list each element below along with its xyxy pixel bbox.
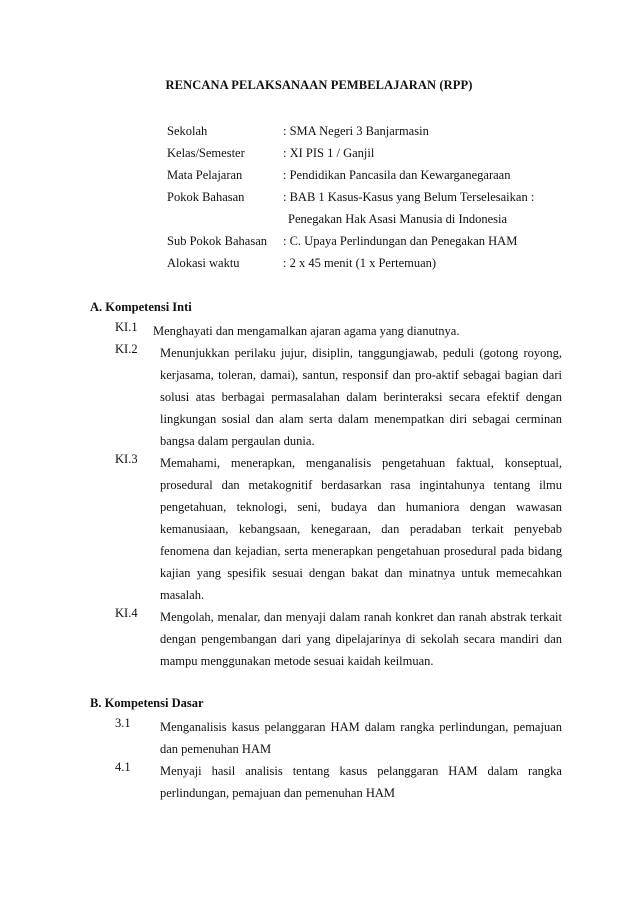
identity-value: : 2 x 45 menit (1 x Pertemuan) [283, 256, 437, 270]
item-number: KI.4 [115, 606, 138, 620]
identity-label: Pokok Bahasan [167, 190, 245, 204]
item-number: 4.1 [115, 760, 131, 774]
identity-value: : BAB 1 Kasus-Kasus yang Belum Terselesaikan : [283, 190, 535, 204]
item-number: KI.3 [115, 452, 138, 466]
item-number: 3.1 [115, 716, 131, 730]
identity-label: Kelas/Semester [167, 146, 245, 160]
identity-label: Alokasi waktu [167, 256, 240, 270]
item-text: Menyaji hasil analisis tentang kasus pelanggaran HAM dalam rangka perlindungan, pemajuan dan pemenuhan HAM [160, 764, 562, 800]
identity-row-subtopic [167, 230, 577, 252]
identity-row-topic [167, 186, 577, 208]
identity-label: Mata Pelajaran [167, 168, 243, 182]
item-text: Menunjukkan perilaku jujur, disiplin, tanggungjawab, peduli (gotong royong, kerjasama, toleran, damai), santun, responsif dan pro-aktif sebagai bagian dari solusi atas berbagai permasalahan dalam berinteraksi secara efektif dengan lingkungan sosial dan alam serta dalam menempatkan diri sebagai cerminan bangsa dalam pergaulan dunia. [160, 346, 562, 448]
identity-label: Sekolah [167, 124, 208, 138]
identity-row-topic-continued [167, 208, 577, 230]
item-number: KI.2 [115, 342, 138, 356]
identity-row-subject [167, 164, 577, 186]
section-title-kompetensi-dasar: B. Kompetensi Dasar [90, 696, 204, 710]
identity-row-class [167, 142, 577, 164]
item-text: Menghayati dan mengamalkan ajaran agama yang dianutnya. [153, 324, 460, 338]
item-text: Mengolah, menalar, dan menyaji dalam ranah konkret dan ranah abstrak terkait dengan pengembangan dari yang dipelajarinya di sekolah secara mandiri dan mampu menggunakan metode sesuai kaidah keilmuan. [160, 610, 562, 668]
item-text: Memahami, menerapkan, menganalisis pengetahuan faktual, konseptual, prosedural dan metakognitif berdasarkan rasa ingintahunya tentang ilmu pengetahuan, teknologi, seni, budaya dan humaniora dengan wawasan kemanusiaan, kebangsaan, kenegaraan, dan peradaban terkait penyebab fenomena dan kejadian, serta menerapkan pengetahuan prosedural pada bidang kajian yang spesifik sesuai dengan bakat dan minatnya untuk memecahkan masalah. [160, 456, 562, 602]
identity-value: : SMA Negeri 3 Banjarmasin [283, 124, 429, 138]
item-number: KI.1 [115, 320, 138, 334]
identity-value: : C. Upaya Perlindungan dan Penegakan HAM [283, 234, 518, 248]
identity-value: : Pendidikan Pancasila dan Kewarganegaraan [283, 168, 511, 182]
section-title-kompetensi-inti: A. Kompetensi Inti [90, 300, 192, 314]
identity-row-school [167, 120, 577, 142]
identity-value: Penegakan Hak Asasi Manusia di Indonesia [288, 212, 508, 226]
document-title: RENCANA PELAKSANAAN PEMBELAJARAN (RPP) [165, 78, 473, 92]
identity-label: Sub Pokok Bahasan [167, 234, 267, 248]
identity-value: : XI PIS 1 / Ganjil [283, 146, 375, 160]
item-text: Menganalisis kasus pelanggaran HAM dalam rangka perlindungan, pemajuan dan pemenuhan HAM [160, 720, 562, 756]
identity-table [167, 120, 577, 274]
identity-row-time [167, 252, 577, 274]
